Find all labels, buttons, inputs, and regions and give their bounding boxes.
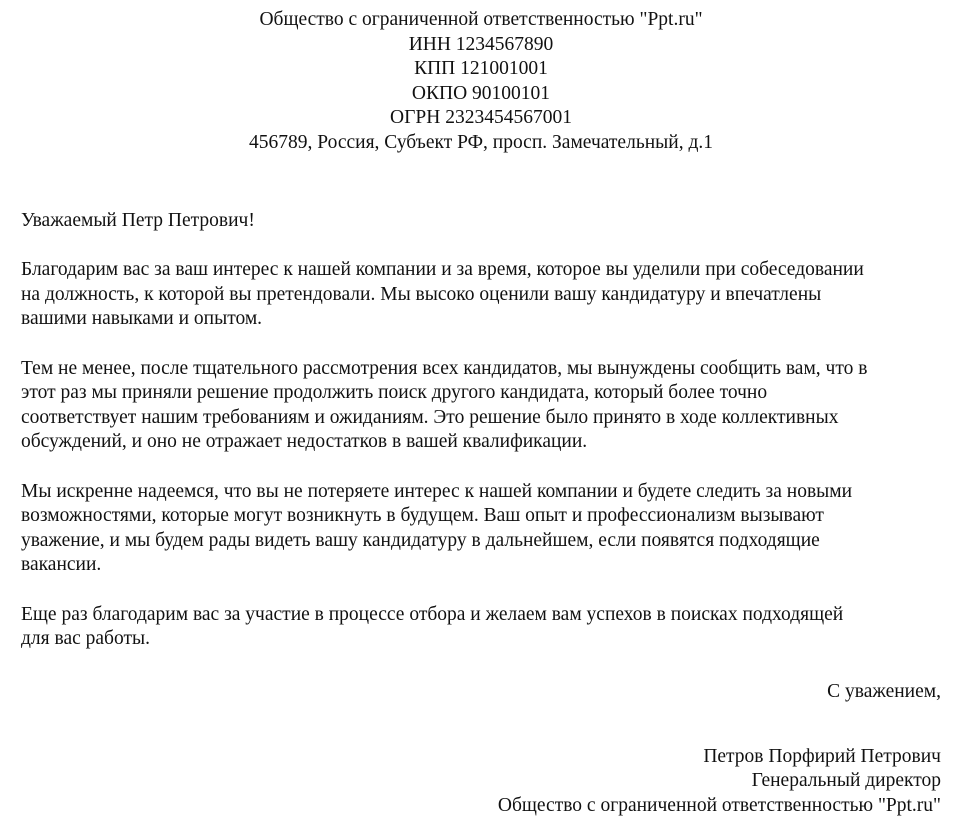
ogrn-line: ОГРН 2323454567001 bbox=[21, 106, 941, 131]
signer-position: Генеральный директор bbox=[21, 769, 941, 794]
signature-block bbox=[21, 745, 941, 818]
paragraph-line: на должность, к которой вы претендовали. Мы высоко оценили вашу кандидатуру и впечатлены bbox=[21, 283, 941, 308]
paragraph-line: для вас работы. bbox=[21, 627, 941, 652]
signer-company: Общество с ограниченной ответственностью "Ppt.ru" bbox=[21, 794, 941, 818]
closing-phrase: С уважением, bbox=[21, 680, 941, 704]
paragraph-line: уважение, и мы будем рады видеть вашу кандидатуру в дальнейшем, если появятся подходящие bbox=[21, 529, 941, 554]
paragraph-line: вашими навыками и опытом. bbox=[21, 307, 941, 332]
okpo-line: ОКПО 90100101 bbox=[21, 82, 941, 107]
paragraph-3 bbox=[21, 480, 941, 578]
paragraph-line: Еще раз благодарим вас за участие в процессе отбора и желаем вам успехов в поисках подходящей bbox=[21, 603, 941, 628]
company-address: 456789, Россия, Субъект РФ, просп. Замечательный, д.1 bbox=[21, 131, 941, 156]
greeting: Уважаемый Петр Петрович! bbox=[21, 209, 941, 233]
paragraph-2 bbox=[21, 357, 941, 455]
letter-page bbox=[0, 8, 961, 812]
paragraph-line: Тем не менее, после тщательного рассмотрения всех кандидатов, мы вынуждены сообщить вам, что в bbox=[21, 357, 941, 382]
kpp-line: КПП 121001001 bbox=[21, 57, 941, 82]
paragraph-line: Благодарим вас за ваш интерес к нашей компании и за время, которое вы уделили при собеседовании bbox=[21, 258, 941, 283]
company-header bbox=[21, 8, 941, 155]
paragraph-line: вакансии. bbox=[21, 553, 941, 578]
inn-line: ИНН 1234567890 bbox=[21, 33, 941, 58]
paragraph-4 bbox=[21, 603, 941, 652]
paragraph-1 bbox=[21, 258, 941, 332]
paragraph-line: соответствует нашим требованиям и ожиданиям. Это решение было принято в ходе коллективных bbox=[21, 406, 941, 431]
signer-name: Петров Порфирий Петрович bbox=[21, 745, 941, 770]
paragraph-line: Мы искренне надеемся, что вы не потеряете интерес к нашей компании и будете следить за новыми bbox=[21, 480, 941, 505]
paragraph-line: обсуждений, и оно не отражает недостатков в вашей квалификации. bbox=[21, 430, 941, 455]
company-name: Общество с ограниченной ответственностью "Ppt.ru" bbox=[21, 8, 941, 33]
paragraph-line: возможностями, которые могут возникнуть в будущем. Ваш опыт и профессионализм вызывают bbox=[21, 504, 941, 529]
paragraph-line: этот раз мы приняли решение продолжить поиск другого кандидата, который более точно bbox=[21, 381, 941, 406]
